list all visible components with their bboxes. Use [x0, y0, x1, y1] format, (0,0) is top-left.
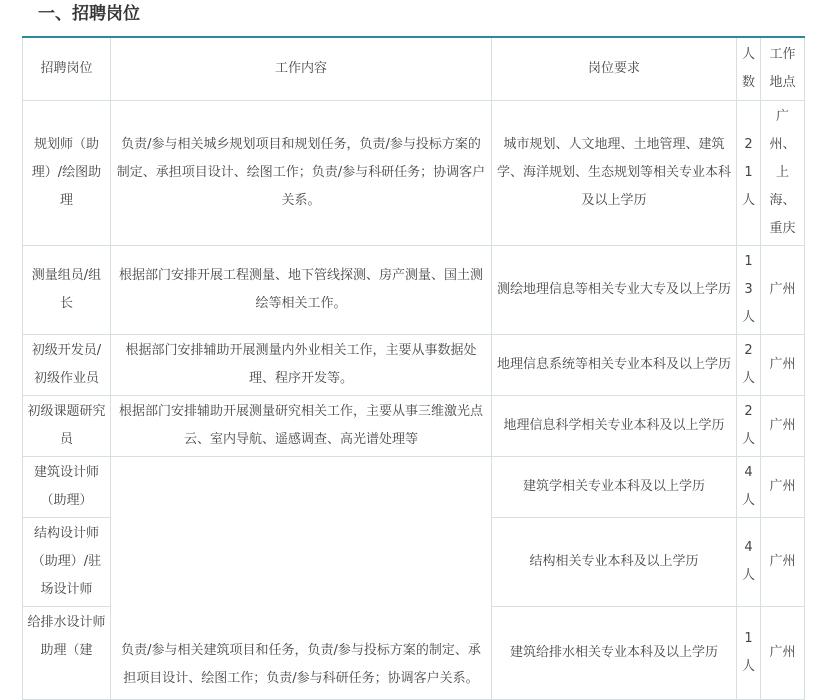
- job-position: 初级开发员/初级作业员: [23, 335, 111, 396]
- job-count: 13人: [737, 246, 761, 335]
- job-requirement: 地理信息系统等相关专业本科及以上学历: [492, 335, 737, 396]
- table-row: [23, 101, 805, 246]
- job-location: 广州: [761, 335, 805, 396]
- job-content: 根据部门安排辅助开展测量内外业相关工作，主要从事数据处理、程序开发等。: [111, 335, 492, 396]
- table-row: [23, 246, 805, 335]
- job-count: 2人: [737, 335, 761, 396]
- section-title: 一、招聘岗位: [38, 4, 140, 24]
- recruitment-table: [22, 36, 805, 700]
- job-location: 广州: [761, 607, 805, 700]
- job-location: 广州、上海、重庆: [761, 101, 805, 246]
- header-content: 工作内容: [111, 37, 492, 101]
- job-count: 2人: [737, 396, 761, 457]
- job-requirement: 结构相关专业本科及以上学历: [492, 518, 737, 607]
- job-location: 广州: [761, 246, 805, 335]
- job-content-merged: 负责/参与相关建筑项目和任务，负责/参与投标方案的制定、承担项目设计、绘图工作；负责/参与科研任务；协调客户关系。: [111, 457, 492, 700]
- job-location: 广州: [761, 457, 805, 518]
- job-content: 根据部门安排开展工程测量、地下管线探测、房产测量、国土测绘等相关工作。: [111, 246, 492, 335]
- job-requirement: 城市规划、人文地理、土地管理、建筑学、海洋规划、生态规划等相关专业本科及以上学历: [492, 101, 737, 246]
- table-row: [23, 396, 805, 457]
- job-count: 1人: [737, 607, 761, 700]
- job-location: 广州: [761, 396, 805, 457]
- job-position: 初级课题研究员: [23, 396, 111, 457]
- job-location: 广州: [761, 518, 805, 607]
- job-position: 建筑设计师（助理）: [23, 457, 111, 518]
- header-requirement: 岗位要求: [492, 37, 737, 101]
- job-requirement: 建筑学相关专业本科及以上学历: [492, 457, 737, 518]
- job-requirement: 建筑给排水相关专业本科及以上学历: [492, 607, 737, 700]
- header-location: 工作地点: [761, 37, 805, 101]
- job-count: 4人: [737, 457, 761, 518]
- job-content: 负责/参与相关城乡规划项目和规划任务，负责/参与投标方案的制定、承担项目设计、绘图工作；负责/参与科研任务；协调客户关系。: [111, 101, 492, 246]
- job-position: 规划师（助理）/绘图助理: [23, 101, 111, 246]
- job-position: 测量组员/组长: [23, 246, 111, 335]
- job-requirement: 测绘地理信息等相关专业大专及以上学历: [492, 246, 737, 335]
- table-header-row: [23, 37, 805, 101]
- job-requirement: 地理信息科学相关专业本科及以上学历: [492, 396, 737, 457]
- job-count: 4人: [737, 518, 761, 607]
- header-position: 招聘岗位: [23, 37, 111, 101]
- job-count: 21人: [737, 101, 761, 246]
- job-content: 根据部门安排辅助开展测量研究相关工作，主要从事三维激光点云、室内导航、遥感调查、高光谱处理等: [111, 396, 492, 457]
- job-position: 给排水设计师助理（建: [23, 607, 111, 700]
- job-position: 结构设计师（助理）/驻场设计师: [23, 518, 111, 607]
- table-row: [23, 335, 805, 396]
- table-row: [23, 457, 805, 518]
- header-count: 人数: [737, 37, 761, 101]
